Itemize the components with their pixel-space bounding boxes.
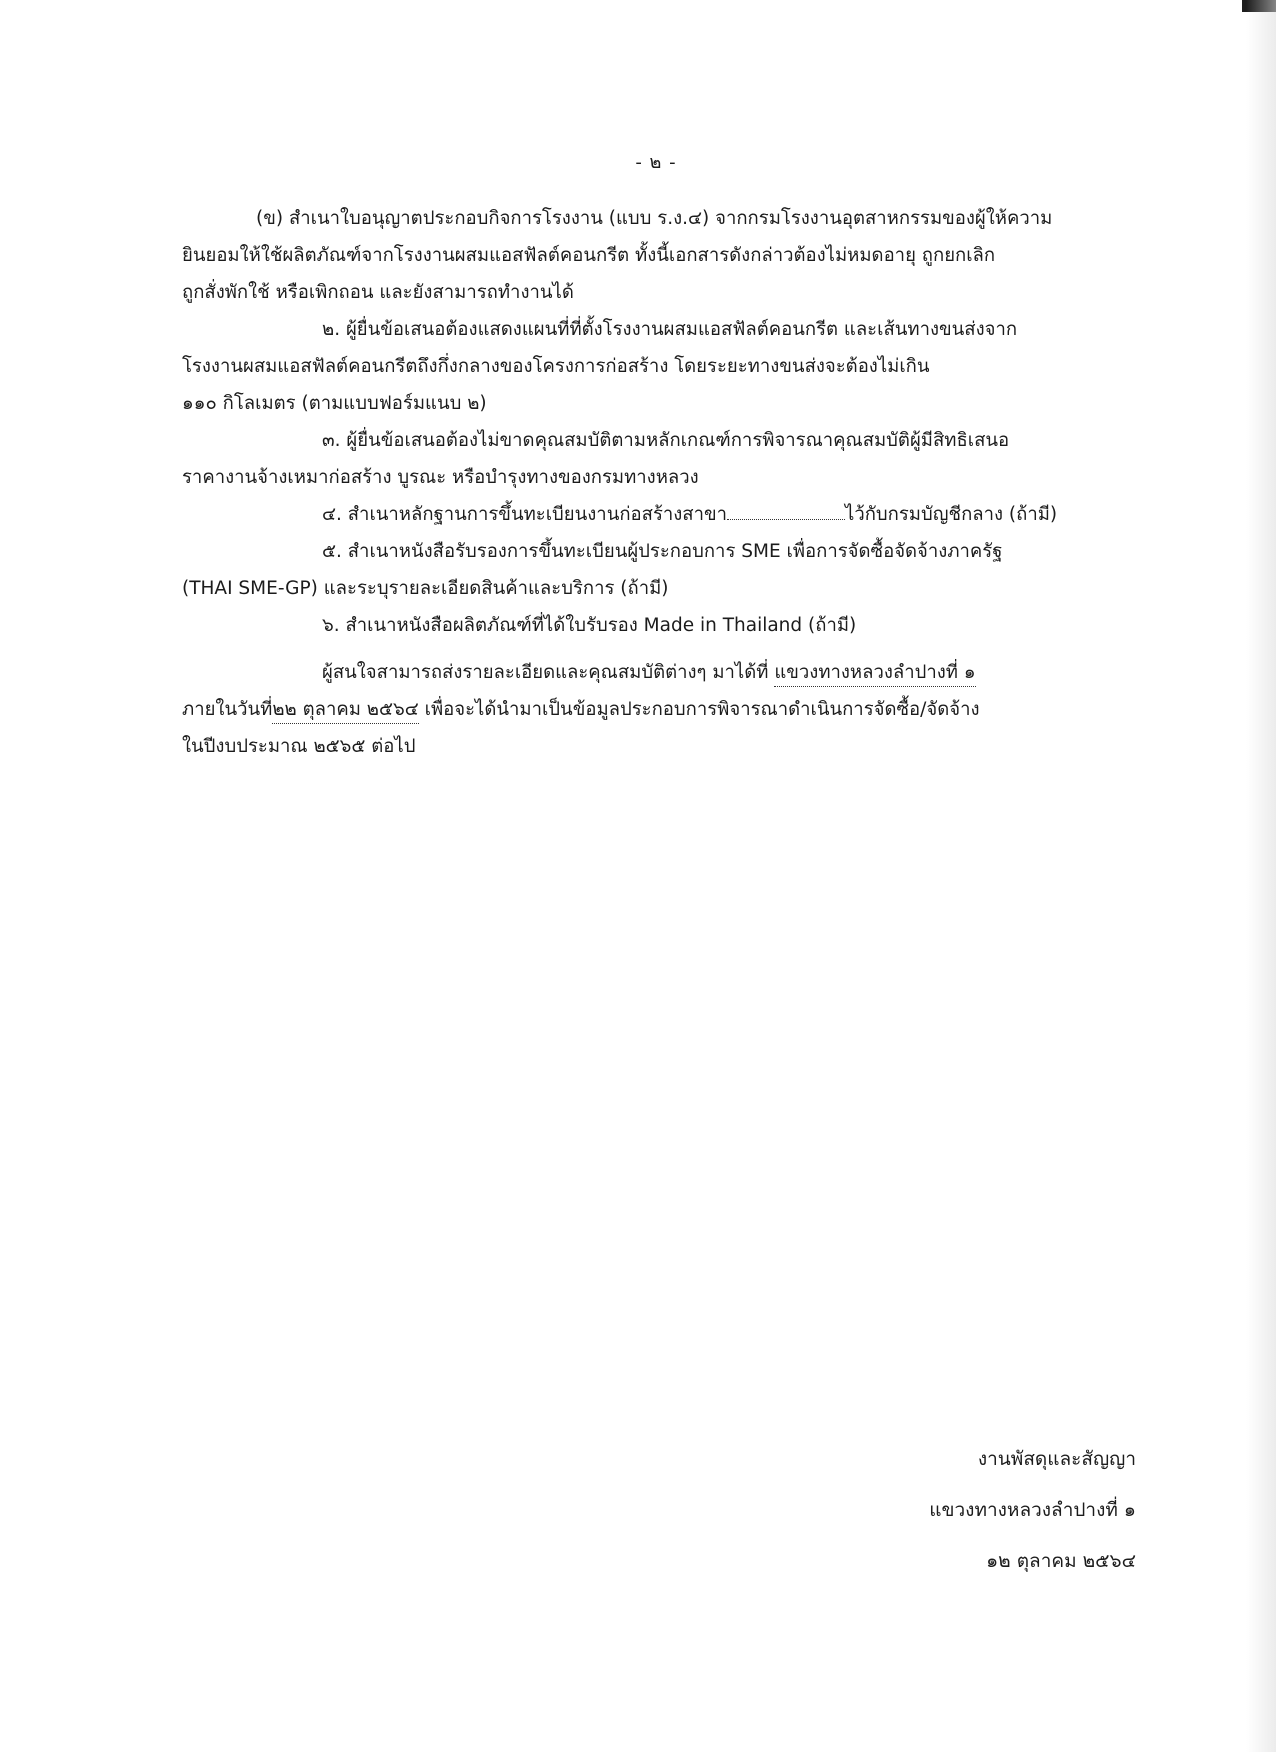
paragraph-line: ๓. ผู้ยื่นข้อเสนอต้องไม่ขาดคุณสมบัติตามหลักเกณฑ์การพิจารณาคุณสมบัติผู้มีสิทธิเสนอ [322, 430, 1010, 451]
item-2 [182, 311, 1134, 422]
item-4 [182, 496, 1134, 533]
paragraph-line: ๕. สำเนาหนังสือรับรองการขึ้นทะเบียนผู้ประกอบการ SME เพื่อการจัดซื้อจัดจ้างภาครัฐ [322, 541, 1003, 562]
document-body [182, 200, 1134, 765]
item-4-text-end: ไว้กับกรมบัญชีกลาง (ถ้ามี) [845, 504, 1058, 525]
signature-office: แขวงทางหลวงลำปางที่ ๑ [929, 1499, 1136, 1521]
paragraph-line: ๑๑๐ กิโลเมตร (ตามแบบฟอร์มแนบ ๒) [182, 393, 487, 414]
paragraph-line [182, 496, 1134, 533]
paragraph-line: ยินยอมให้ใช้ผลิตภัณฑ์จากโรงงานผสมแอสฟัลต์คอนกรีต ทั้งนี้เอกสารดังกล่าวต้องไม่หมดอายุ ถูกยกเลิก [182, 245, 996, 266]
branch-blank-field [727, 499, 845, 520]
paragraph-line: โรงงานผสมแอสฟัลต์คอนกรีตถึงกึ่งกลางของโครงการก่อสร้าง โดยระยะทางขนส่งจะต้องไม่เกิน [182, 356, 930, 377]
paragraph-line: ๖. สำเนาหนังสือผลิตภัณฑ์ที่ได้ใบรับรอง Made in Thailand (ถ้ามี) [322, 615, 857, 636]
closing-text: ภายในวันที่ [182, 699, 273, 720]
paragraph-line: (THAI SME-GP) และระบุรายละเอียดสินค้าและบริการ (ถ้ามี) [182, 578, 669, 599]
page-number: - ๒ - [635, 152, 677, 173]
paragraph-line: ๒. ผู้ยื่นข้อเสนอต้องแสดงแผนที่ที่ตั้งโรงงานผสมแอสฟัลต์คอนกรีต และเส้นทางขนส่งจาก [322, 319, 1018, 340]
signature-unit: งานพัสดุและสัญญา [977, 1448, 1136, 1470]
item-6 [182, 607, 1134, 644]
scan-edge-shadow [1246, 0, 1276, 1752]
paragraph-line [182, 654, 1134, 691]
signature-block [929, 1434, 1136, 1587]
submission-place-field: แขวงทางหลวงลำปางที่ ๑ [774, 660, 975, 687]
item-3 [182, 422, 1134, 496]
paragraph-line [182, 691, 1134, 728]
closing-text: เพื่อจะได้นำมาเป็นข้อมูลประกอบการพิจารณาดำเนินการจัดซื้อ/จัดจ้าง [424, 699, 980, 720]
item-5 [182, 533, 1134, 607]
closing-paragraph [182, 654, 1134, 765]
signature-date: ๑๒ ตุลาคม ๒๕๖๔ [986, 1550, 1136, 1572]
paragraph-line: (ข) สำเนาใบอนุญาตประกอบกิจการโรงงาน (แบบ ร.ง.๔) จากกรมโรงงานอุตสาหกรรมของผู้ให้ความ [256, 208, 1053, 229]
paragraph-kho [182, 200, 1134, 311]
closing-text: ผู้สนใจสามารถส่งรายละเอียดและคุณสมบัติต่างๆ มาได้ที่ [322, 662, 769, 683]
deadline-field: ๒๒ ตุลาคม ๒๕๖๔ [272, 697, 418, 724]
paragraph-line: ถูกสั่งพักใช้ หรือเพิกถอน และยังสามารถทำงานได้ [182, 282, 574, 303]
paragraph-line: ในปีงบประมาณ ๒๕๖๕ ต่อไป [182, 736, 416, 757]
paragraph-line: ราคางานจ้างเหมาก่อสร้าง บูรณะ หรือบำรุงทางของกรมทางหลวง [182, 467, 699, 488]
item-4-text: ๔. สำเนาหลักฐานการขึ้นทะเบียนงานก่อสร้างสาขา [322, 504, 728, 525]
